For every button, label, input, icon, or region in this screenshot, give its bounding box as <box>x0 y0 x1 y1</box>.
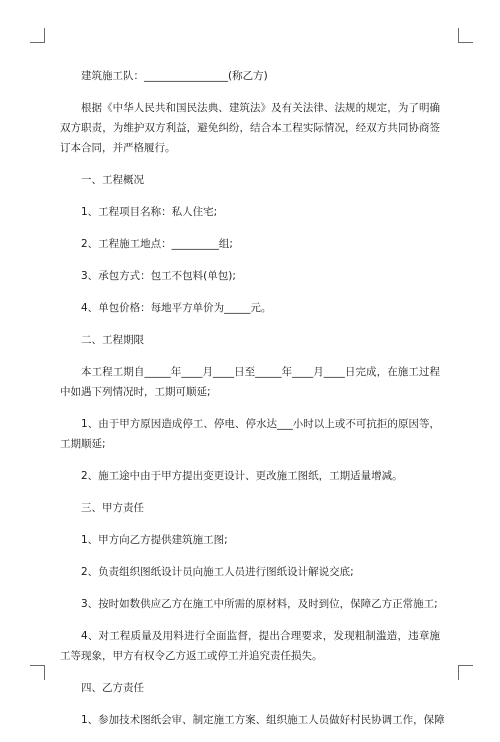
preamble-paragraph: 根据《中华人民共和国民法典、建筑法》及有关法律、法规的规定，为了明确双方职责，为维护双方利益，避免纠纷，结合本工程实际情况，经双方共同协商签订本合同，并严格履行。 <box>60 102 440 154</box>
schedule-clause-1: 1、由于甲方原因造成停工、停电、停水达___小时以上或不可抗拒的原因等，工期顺延; <box>60 418 440 450</box>
schedule-paragraph: 本工程工期自_____年____月____日至_____年____月____日完成，在施工过程中如遇下列情况时，工期可顺延; <box>60 366 440 398</box>
clause-unit-price: 4、单包价格：每地平方单价为_____元。 <box>81 302 272 314</box>
party-a-clause-2: 2、负责组织图纸设计员向施工人员进行图纸设计解说交底; <box>81 566 354 578</box>
clause-project-name: 1、工程项目名称：私人住宅; <box>81 206 218 218</box>
party-a-clause-3: 3、按时如数供应乙方在施工中所需的原材料，及时到位，保障乙方正常施工; <box>81 598 438 610</box>
crop-mark-bottom-left <box>30 665 45 680</box>
section-heading-overview: 一、工程概况 <box>81 174 144 186</box>
clause-project-location: 2、工程施工地点：_________组; <box>81 238 233 250</box>
section-heading-party-a: 三、甲方责任 <box>81 502 144 514</box>
party-b-line: 建筑施工队：________________(称乙方) <box>81 70 268 82</box>
section-heading-party-b: 四、乙方责任 <box>81 682 144 694</box>
party-b-clause-1: 1、参加技术图纸会审、制定施工方案、组织施工人员做好村民协调工作，保障 <box>81 714 445 726</box>
document-body <box>60 66 445 742</box>
crop-mark-top-right <box>458 28 473 43</box>
clause-contract-method: 3、承包方式：包工不包料(单包); <box>81 270 236 282</box>
section-heading-schedule: 二、工程期限 <box>81 334 144 346</box>
crop-mark-top-left <box>30 28 45 43</box>
party-a-clause-1: 1、甲方向乙方提供建筑施工图; <box>81 534 228 546</box>
schedule-clause-2: 2、施工途中由于甲方提出变更设计、更改施工图纸，工期适量增减。 <box>81 470 403 482</box>
crop-mark-bottom-right <box>458 665 473 680</box>
party-a-clause-4: 4、对工程质量及用料进行全面监督，提出合理要求，发现粗制滥造，违章施工等现象，甲方有权令乙方返工或停工并追究责任损失。 <box>60 630 440 662</box>
